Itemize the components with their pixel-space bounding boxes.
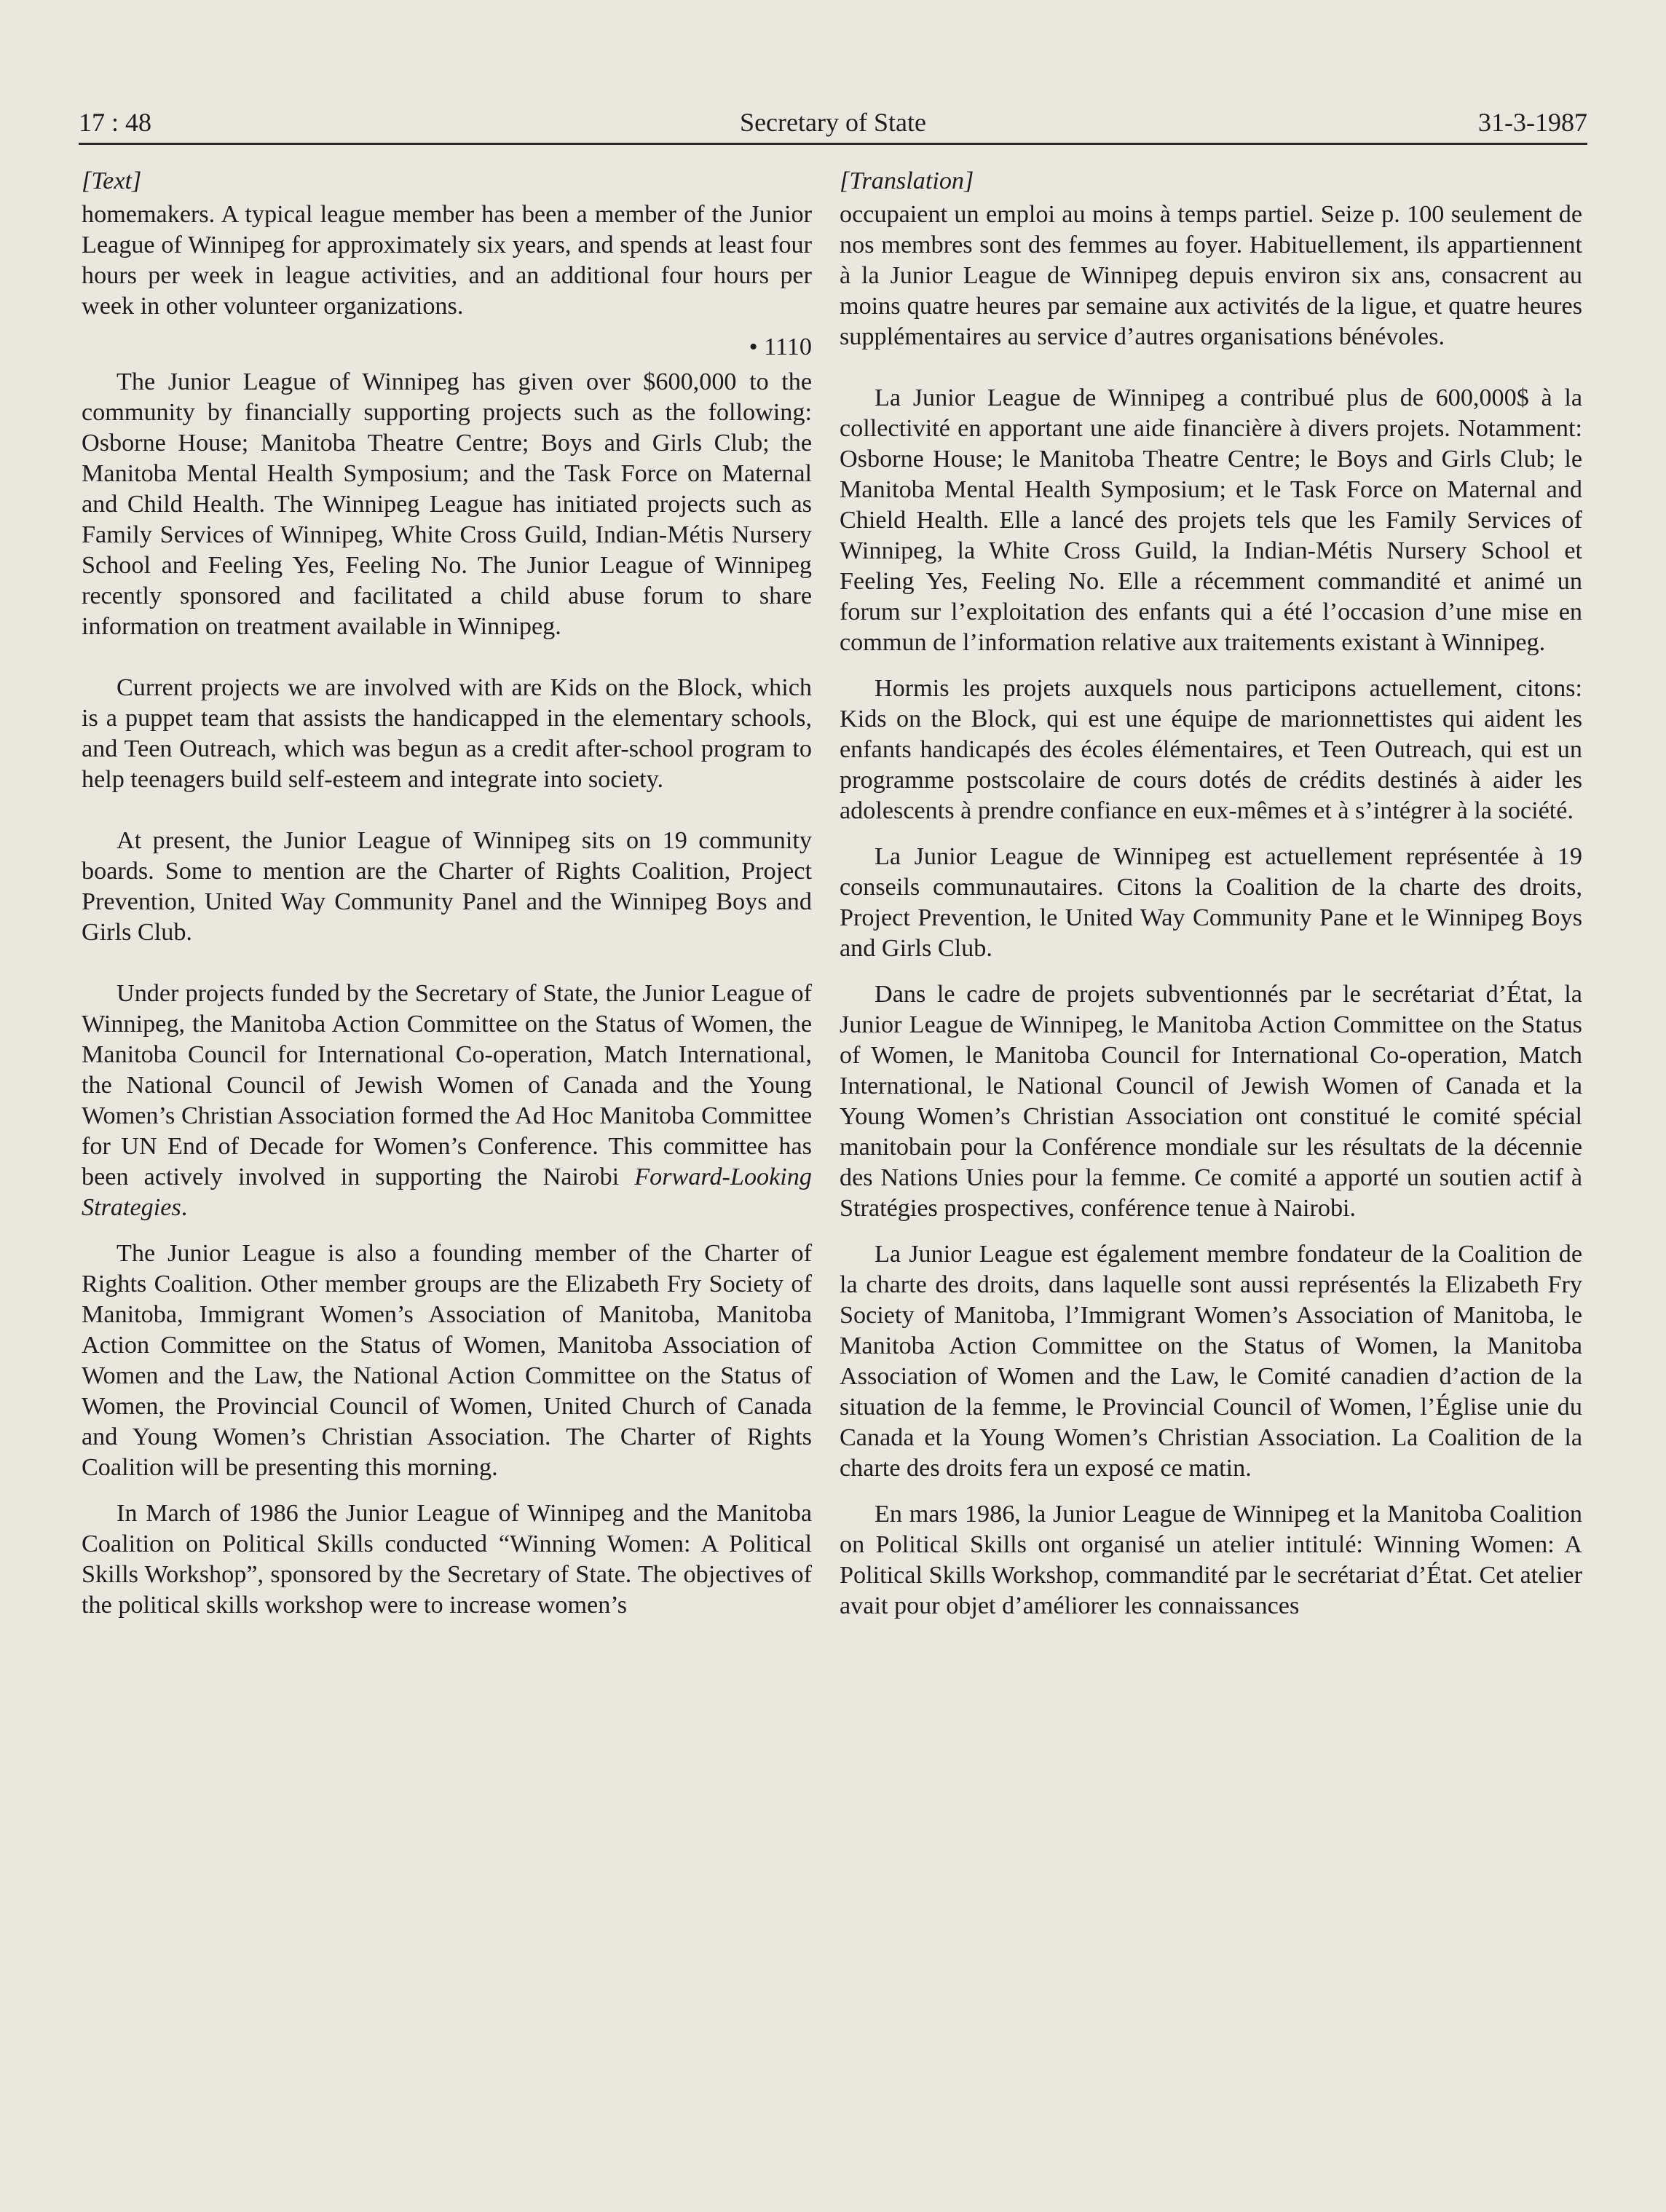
- paragraph: Under projects funded by the Secretary of State, the Junior League of Winnipeg, the Manitoba Action Committee on the Status of Women, the Manitoba Council for International Co-operation, Match International, the National Council of Jewish Women of Canada and the Young Women’s Christian Association formed the Ad Hoc Manitoba Committee for UN End of Decade for Women’s Conference. This committee has been actively involved in supporting the Nairobi Forward-Looking Strategies.: [82, 980, 812, 1221]
- english-column: [82, 166, 812, 1621]
- paragraph: homemakers. A typical league member has been a member of the Junior League of Winnipeg for approximately six years, and spends at least four hours per week in league activities, and an additional four hours per week in other volunteer organizations.: [82, 201, 812, 320]
- paragraph: La Junior League de Winnipeg a contribué plus de 600,000$ à la collectivité en apportant une aide financière à divers projets. Notamment: Osborne House; le Manitoba Theatre Centre; le Boys and Girls Club; le Manitoba Mental Health Symposium; et le Task Force on Maternal and Chield Health. Elle a lancé des projets tels que les Family Services of Winnipeg, la White Cross Guild, la Indian-Métis Nursery School et Feeling Yes, Feeling No. Elle a récemment commandité et animé un forum sur l’exploitation des enfants qui a été l’occasion d’une mise en commun de l’information relative aux traitements existant à Winnipeg.: [840, 384, 1582, 656]
- paragraph: In March of 1986 the Junior League of Winnipeg and the Manitoba Coalition on Political Skills conducted “Winning Women: A Political Skills Workshop”, sponsored by the Secretary of State. The objectives of the political skills workshop were to increase women’s: [82, 1500, 812, 1619]
- paragraph: Current projects we are involved with are Kids on the Block, which is a puppet team that assists the handicapped in the elementary schools, and Teen Outreach, which was begun as a credit after-school program to help teenagers build self-esteem and integrate into society.: [82, 674, 812, 793]
- paragraph: The Junior League of Winnipeg has given over $600,000 to the community by financially supporting projects such as the following: Osborne House; Manitoba Theatre Centre; Boys and Girls Club; the Manitoba Mental Health Symposium; and the Task Force on Maternal and Child Health. The Winnipeg League has initiated projects such as Family Services of Winnipeg, White Cross Guild, Indian-Métis Nursery School and Feeling Yes, Feeling No. The Junior League of Winnipeg recently sponsored and facilitated a child abuse forum to share information on treatment available in Winnipeg.: [82, 368, 812, 640]
- paragraph: Hormis les projets auxquels nous participons actuellement, citons: Kids on the Block, qui est une équipe de marionnettistes qui aident les enfants handicapés des écoles élémentaires, et Teen Outreach, qui est un programme postscolaire de cours dotés de crédits destinés à aider les adolescents à prendre confiance en eux-mêmes et à s’intégrer à la société.: [840, 675, 1582, 824]
- paragraph: The Junior League is also a founding member of the Charter of Rights Coalition. Other member groups are the Elizabeth Fry Society of Manitoba, Immigrant Women’s Association of Manitoba, Manitoba Action Committee on the Status of Women, Manitoba Association of Women and the Law, the National Action Committee on the Status of Women, the Provincial Council of Women, United Church of Canada and Young Women’s Christian Association. The Charter of Rights Coalition will be presenting this morning.: [82, 1240, 812, 1481]
- running-title: Secretary of State: [740, 108, 926, 137]
- paragraph: At present, the Junior League of Winnipeg sits on 19 community boards. Some to mention are the Charter of Rights Coalition, Project Prevention, United Way Community Panel and the Winnipeg Boys and Girls Club.: [82, 827, 812, 946]
- time-marker: • 1110: [749, 333, 812, 360]
- french-column: [840, 166, 1582, 1622]
- paragraph: Dans le cadre de projets subventionnés par le secrétariat d’État, la Junior League de Winnipeg, le Manitoba Action Committee on the Status of Women, le Manitoba Council for International Co-operation, Match International, le National Council of Jewish Women of Canada et la Young Women’s Christian Association ont constitué le comité spécial manitobain pour la Conférence mondiale sur les résultats de la décennie des Nations Unies pour la femme. Ce comité a apporté un soutien actif à Stratégies prospectives, conférence tenue à Nairobi.: [840, 981, 1582, 1222]
- paragraph: En mars 1986, la Junior League de Winnipeg et la Manitoba Coalition on Political Skills ont organisé un atelier intitulé: Winning Women: A Political Skills Workshop, commandité par le secrétariat d’État. Cet atelier avait pour objet d’améliorer les connaissances: [840, 1501, 1582, 1619]
- paragraph: occupaient un emploi au moins à temps partiel. Seize p. 100 seulement de nos membres sont des femmes au foyer. Habituellement, ils appartiennent à la Junior League de Winnipeg depuis environ six ans, consacrent au moins quatre heures par semaine aux activités de la ligue, et quatre heures supplémentaires au service d’autres organisations bénévoles.: [840, 201, 1582, 350]
- page-header: [79, 103, 1587, 141]
- section-tag: [Text]: [82, 167, 142, 194]
- page-date: 31-3-1987: [1478, 108, 1587, 137]
- paragraph: La Junior League est également membre fondateur de la Coalition de la charte des droits, dans laquelle sont aussi représentés la Elizabeth Fry Society of Manitoba, l’Immigrant Women’s Association of Manitoba, le Manitoba Action Committee on the Status of Women, la Manitoba Association of Women and the Law, le Comité canadien d’action de la situation de la femme, le Provincial Council of Women, l’Église unie du Canada et la Young Women’s Christian Association. La Coalition de la charte des droits fera un exposé ce matin.: [840, 1241, 1582, 1482]
- section-tag: [Translation]: [840, 167, 974, 194]
- header-rule: [79, 143, 1587, 145]
- paragraph: La Junior League de Winnipeg est actuellement représentée à 19 conseils communautaires. Citons la Coalition de la charte des droits, Project Prevention, le United Way Community Pane et le Winnipeg Boys and Girls Club.: [840, 843, 1582, 962]
- page-number: 17 : 48: [79, 108, 152, 137]
